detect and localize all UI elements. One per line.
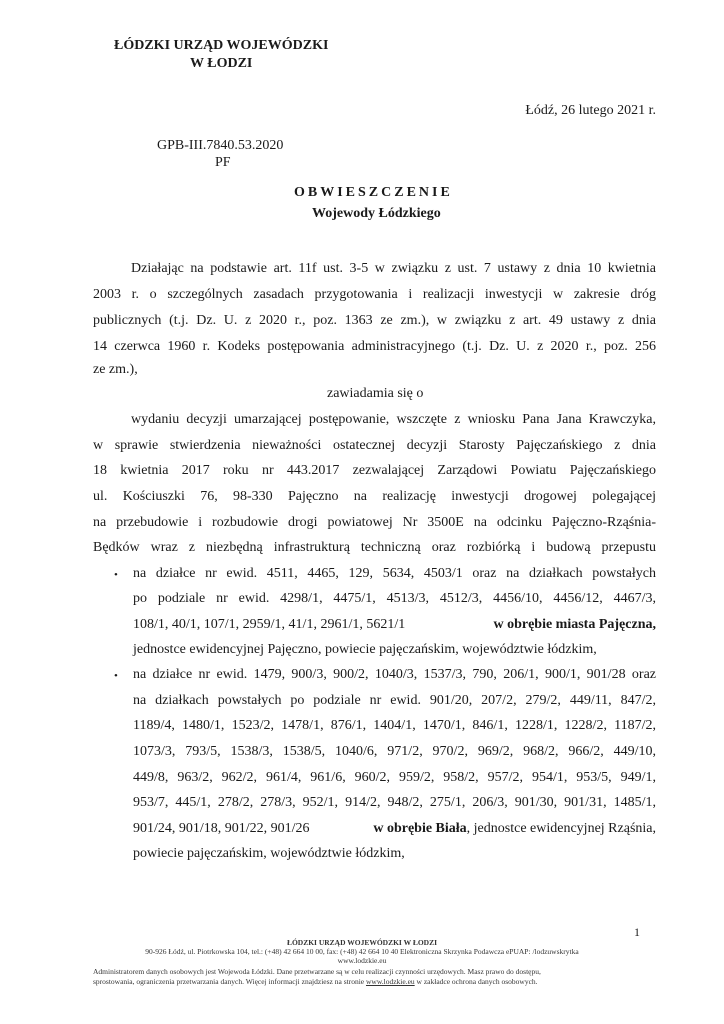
footer-privacy-line1: Administratorem danych osobowych jest Wojewoda Łódzki. Dane przetwarzane są w celu realizacji czynności urzędowych. Masz prawo do dostępu, [93, 967, 541, 976]
parcel-numbers: 901/24, 901/18, 901/22, 901/26 [133, 821, 310, 836]
case-initials: PF [215, 155, 231, 170]
footer-address: 90-926 Łódź, ul. Piotrkowska 104, tel.: (+48) 42 664 10 00, fax: (+48) 42 664 10 40 Elektroniczna Skrzynka Podawcza ePUAP: /lodzuwskrytka [145, 947, 579, 956]
footer-office-name: ŁÓDZKI URZĄD WOJEWÓDZKI W ŁODZI [286, 938, 438, 947]
document-date: Łódź, 26 lutego 2021 r. [525, 103, 656, 118]
decision-line: Będków wraz z niezbędną infrastrukturą techniczną oraz rozbiórką i budową przepustu [93, 540, 656, 555]
intro-line: ze zm.), [93, 362, 138, 377]
decision-line: 18 kwietnia 2017 roku nr 443.2017 zezwalającej Zarządowi Powiatu Pajęczańskiego [93, 463, 656, 478]
area-suffix: , jednostce ewidencyjnej Rząśnia, [466, 821, 656, 836]
intro-line: 14 czerwca 1960 r. Kodeks postępowania administracyjnego (t.j. Dz. U. z 2020 r., poz. 256 [93, 339, 656, 354]
document-subtitle: Wojewody Łódzkiego [312, 206, 441, 221]
intro-line: publicznych (t.j. Dz. U. z 2020 r., poz. 1363 ze zm.), w związku z art. 49 ustawy z dnia [93, 313, 656, 328]
parcel-line: powiecie pajęczańskim, województwie łódzkim, [133, 846, 405, 861]
bullet-marker: • [114, 569, 118, 581]
privacy-website-link[interactable]: www.lodzkie.eu [365, 977, 415, 986]
case-number: GPB-III.7840.53.2020 [157, 138, 284, 153]
decision-line: ul. Kościuszki 76, 98-330 Pajęczno na realizację inwestycji drogowej polegającej [93, 489, 656, 504]
parcel-line: na działkach powstałych po podziale nr ewid. 901/20, 207/2, 279/2, 449/11, 847/2, [133, 693, 656, 708]
office-name-line1: ŁÓDZKI URZĄD WOJEWÓDZKI [114, 38, 329, 53]
parcel-line-with-area [133, 617, 656, 633]
intro-line: 2003 r. o szczególnych zasadach przygotowania i realizacji inwestycji w zakresie dróg [93, 287, 656, 302]
parcel-line: jednostce ewidencyjnej Pajęczno, powiecie pajęczańskim, województwie łódzkim, [133, 642, 597, 657]
parcel-numbers: 108/1, 40/1, 107/1, 2959/1, 41/1, 2961/1, 5621/1 [133, 617, 406, 632]
parcel-line: po podziale nr ewid. 4298/1, 4475/1, 4513/3, 4512/3, 4456/10, 4456/12, 4467/3, [133, 591, 656, 606]
footer-privacy-line2 [93, 977, 538, 986]
bullet-marker: • [114, 670, 118, 682]
decision-line: na przebudowie i rozbudowie drogi powiatowej Nr 3500E na odcinku Pajęczno-Rząśnia- [93, 515, 656, 530]
document-title: OBWIESZCZENIE [294, 185, 453, 200]
parcel-line: 1073/3, 793/5, 1538/3, 1538/5, 1040/6, 971/2, 970/2, 969/2, 968/2, 966/2, 449/10, [133, 744, 656, 759]
page-number: 1 [634, 925, 640, 939]
decision-line: wydaniu decyzji umarzającej postępowanie, wszczęte z wniosku Pana Jana Krawczyka, [131, 412, 656, 427]
area-name: w obrębie miasta Pajęczna, [493, 617, 656, 632]
parcel-line-with-area [133, 821, 656, 837]
office-name-line2: W ŁODZI [190, 56, 253, 71]
announcement-text: zawiadamia się o [327, 386, 424, 401]
footer-website-link[interactable]: www.lodzkie.eu [337, 956, 387, 965]
parcel-line: 449/8, 963/2, 962/2, 961/4, 961/6, 960/2, 959/2, 958/2, 957/2, 954/1, 953/5, 949/1, [133, 770, 656, 785]
area-clause [373, 821, 656, 837]
privacy-text: w zakładce ochrona danych osobowych. [416, 977, 538, 986]
parcel-line: na działce nr ewid. 1479, 900/3, 900/2, 1040/3, 1537/3, 790, 206/1, 900/1, 901/28 oraz [133, 667, 656, 682]
intro-line: Działając na podstawie art. 11f ust. 3-5 w związku z ust. 7 ustawy z dnia 10 kwietnia [131, 261, 656, 276]
parcel-line: 1189/4, 1480/1, 1523/2, 1478/1, 876/1, 1404/1, 1470/1, 846/1, 1228/1, 1228/2, 1187/2, [133, 718, 656, 733]
privacy-text: sprostowania, ograniczenia przetwarzania danych. Więcej informacji znajdziesz na stronie [93, 977, 365, 986]
parcel-line: na działce nr ewid. 4511, 4465, 129, 5634, 4503/1 oraz na działkach powstałych [133, 566, 656, 581]
area-name: w obrębie Biała [373, 821, 467, 836]
decision-line: w sprawie stwierdzenia nieważności ostatecznej decyzji Starosty Pajęczańskiego z dnia [93, 438, 656, 453]
parcel-line: 953/7, 445/1, 278/2, 278/3, 952/1, 914/2, 948/2, 275/1, 206/3, 901/30, 901/31, 1485/1, [133, 795, 656, 810]
